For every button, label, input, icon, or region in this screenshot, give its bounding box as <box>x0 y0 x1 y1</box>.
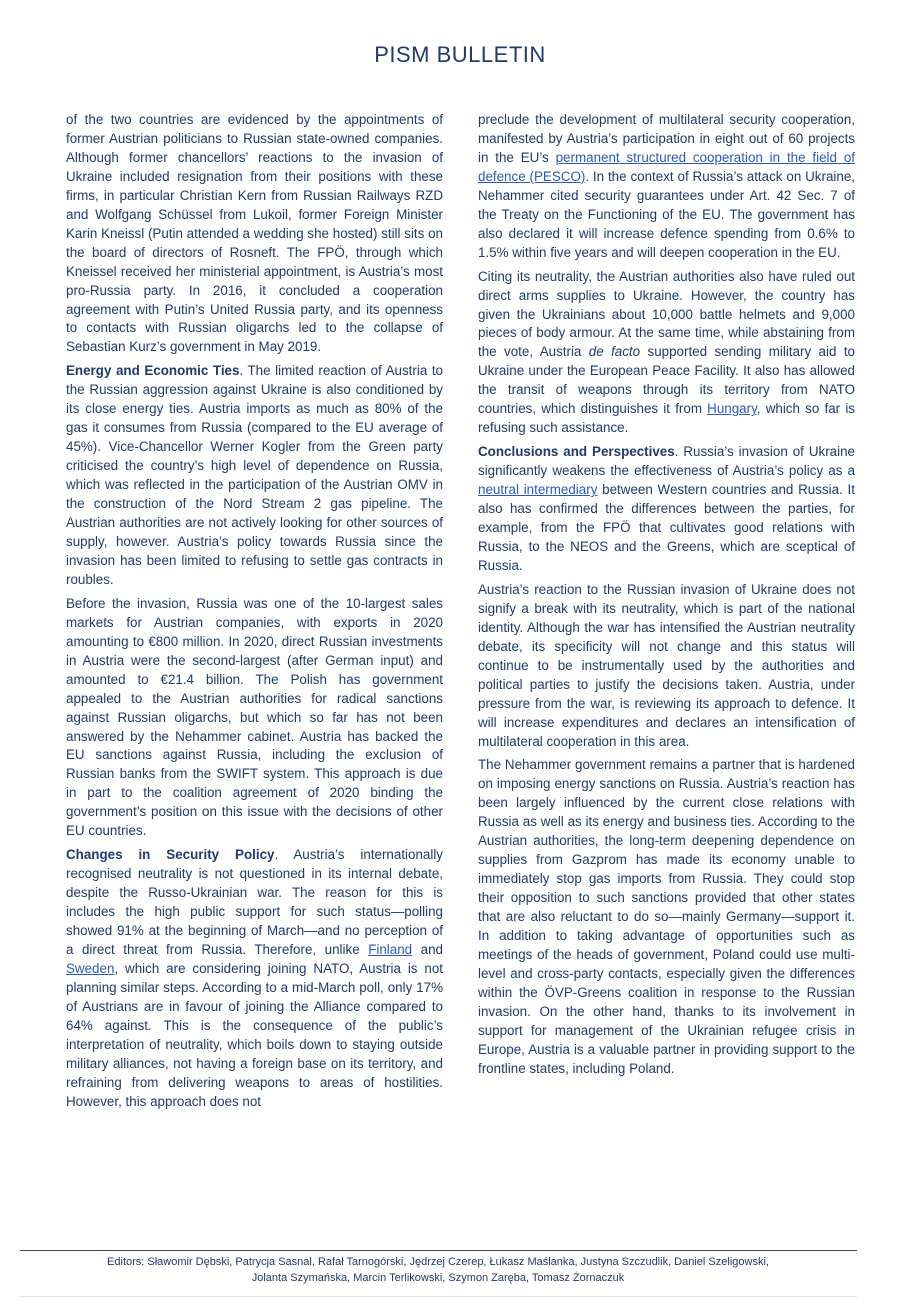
paragraph-arms-supplies: Citing its neutrality, the Austrian authorities also have ruled out direct arms supplies to Ukraine. However, the country has given the Ukrainians about 10,000 battle helmets and 9,000 pieces of body armour. At the same time, while abstaining from the vote, Austria de facto supported sending military aid to Ukraine under the European Peace Facility. It also has allowed the transit of weapons through its territory from NATO countries, which distinguishes it from Hungary, which so far is refusing such assistance. <box>478 268 855 436</box>
link-finland[interactable]: Finland <box>368 941 413 957</box>
footer-divider <box>20 1250 857 1251</box>
right-column <box>478 111 855 1084</box>
link-neutral-intermediary[interactable]: neutral intermediary <box>478 482 598 498</box>
left-column <box>66 111 443 1117</box>
footer-editors <box>0 1254 876 1286</box>
footer-bottom-divider <box>20 1296 857 1297</box>
paragraph-nehammer-government: The Nehammer government remains a partner that is hardened on imposing energy sanctions on Russia. Austria’s reaction has been largely influenced by the current close relations with Russia as well as its energy and business ties. According to the Austrian authorities, the long-term deepening dependence on supplies from Gazprom has made its economy unable to immediately stop gas imports from Russia. They could stop their opposition to such sanctions provided that other states that are also reluctant to do so—mainly Germany—support it. In addition to taking advantage of opportunities such as meetings of the heads of government, Poland could use multi-level and cross-party contacts, especially given the differences within the ÖVP-Greens coalition in response to the Russian invasion. On the other hand, thanks to its involvement in support for management of the Ukrainian refugee crisis in Europe, Austria is a valuable partner in providing support to the frontline states, including Poland. <box>478 757 855 1076</box>
footer-editors-line-2: Jolanta Szymańska, Marcin Terlikowski, Szymon Zaręba, Tomasz Żornaczuk <box>251 1272 625 1284</box>
section-heading-energy: Energy and Economic Ties <box>66 363 240 379</box>
paragraph-security-policy: Changes in Security Policy. Austria’s internationally recognised neutrality is not questioned in its internal debate, despite the Russo-Ukrainian war. The reason for this is includes the high public support for such status—polling showed 91% at the beginning of March—and no perception of a direct threat from Russia. Therefore, unlike Finland and Sweden, which are considering joining NATO, Austria is not planning similar steps. According to a mid-March poll, only 17% of Austrians are in favour of joining the Alliance compared to 64% against. This is the consequence of the public’s interpretation of neutrality, which boils down to staying outside military alliances, not having a foreign base on its territory, and refraining from delivering weapons to areas of hostilities. However, this approach does not <box>66 847 443 1109</box>
link-hungary[interactable]: Hungary <box>707 401 757 417</box>
link-sweden[interactable]: Sweden <box>66 960 115 976</box>
footer-editors-line-1: Editors: Sławomir Dębski, Patrycja Sasnal, Rafał Tarnogórski, Jędrzej Czerep, Łukasz Maślanka, Justyna Szczudlik, Daniel Szeligowski, <box>107 1256 769 1268</box>
paragraph-conclusions: Conclusions and Perspectives. Russia’s invasion of Ukraine significantly weakens the effectiveness of Austria’s policy as a neutral intermediary between Western countries and Russia. It also has confirmed the differences between the parties, for example, from the FPÖ that cultivates good relations with Russia, to the NEOS and the Greens, which are sceptical of Russia. <box>478 444 855 573</box>
paragraph-neutrality: Austria’s reaction to the Russian invasion of Ukraine does not signify a break with its neutrality, which is part of the national identity. Although the war has intensified the Austrian neutrality debate, its specificity will not change and this status will continue to be instrumentally used by the authorities and political parties to justify the decisions taken. Austria, under pressure from the war, is reviewing its approach to defence. It will increase expenditures and declares an intensification of multilateral cooperation in this area. <box>478 581 855 749</box>
link-pesco[interactable]: permanent structured cooperation in the field of defence (PESCO) <box>478 149 855 184</box>
page-header-title: PISM BULLETIN <box>374 42 546 67</box>
section-heading-security: Changes in Security Policy <box>66 847 275 863</box>
paragraph-russia-ties: of the two countries are evidenced by the appointments of former Austrian politicians to Russian state-owned companies. Although former chancellors’ reactions to the invasion of Ukraine included resignation from their positions with these firms, in particular Christian Kern from Russian Railways RZD and Wolfgang Schüssel from Lukoil, former Foreign Minister Karin Kneissl (Putin attended a wedding she hosted) still sits on the board of directors of Rosneft. The FPÖ, through which Kneissel received her ministerial appointment, is Austria’s most pro-Russia party. In 2016, it concluded a cooperation agreement with Putin’s United Russia party, and its openness to contacts with Russian oligarchs led to the collapse of Sebastian Kurz’s government in May 2019. <box>66 112 443 355</box>
paragraph-economy: Before the invasion, Russia was one of the 10-largest sales markets for Austrian companies, with exports in 2020 amounting to €800 million. In 2020, direct Russian investments in Austria were the second-largest (after German input) and amounted to €21.4 billion. The Polish has government appealed to the Austrian authorities for radical sanctions against Russian oligarchs, but which so far has not been answered by the Nehammer cabinet. Austria has backed the EU sanctions against Russia, including the exclusion of Russian banks from the SWIFT system. This approach is due in part to the coalition agreement of 2020 binding the government’s position on this issue with the decisions of other EU countries. <box>66 595 443 839</box>
paragraph-pesco: preclude the development of multilateral security cooperation, manifested by Austria’s participation in eight out of 60 projects in the EU’s permanent structured cooperation in the field of defence (PESCO). In the context of Russia’s attack on Ukraine, Nehammer cited security guarantees under Art. 42 Sec. 7 of the Treaty on the Functioning of the EU. The government has also declared it will increase defence spending from 0.6% to 1.5% within five years and will deepen cooperation in the EU. <box>478 112 855 260</box>
paragraph-energy-ties: Energy and Economic Ties. The limited reaction of Austria to the Russian aggression against Ukraine is also conditioned by its close energy ties. Austria imports as much as 80% of the gas it consumes from Russia (compared to the EU average of 45%). Vice-Chancellor Werner Kogler from the Green party criticised the country’s high level of dependence on Russia, which was reflected in the participation of the Austrian OMV in the construction of the Nord Stream 2 gas pipeline. The Austrian authorities are not actively looking for other sources of supply, however. Austria’s policy towards Russia since the invasion has been limited to refusing to settle gas contracts in roubles. <box>66 363 443 587</box>
section-heading-conclusions: Conclusions and Perspectives <box>478 444 675 460</box>
